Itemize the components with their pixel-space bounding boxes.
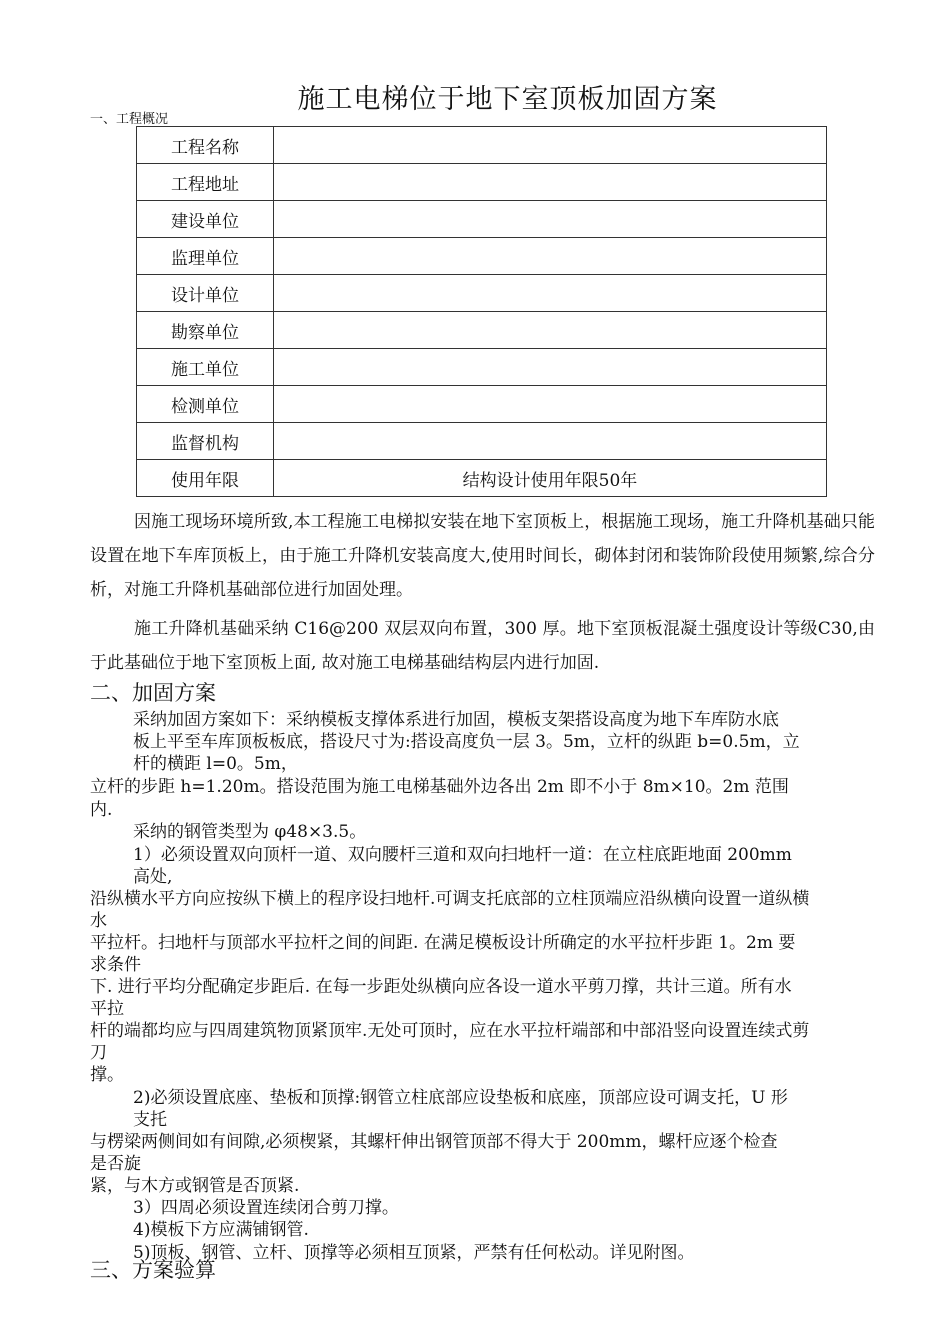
table-row [137, 460, 827, 497]
field-label: 勘察单位 [137, 312, 274, 349]
body-line: 下. 进行平均分配确定步距后. 在每一步距处纵横向应各设一道水平剪刀撑，共计三道。所有水 [90, 977, 792, 997]
field-label: 建设单位 [137, 201, 274, 238]
paragraph-foundation: 施工升降机基础采纳 C16@200 双层双向布置，300 厚。地下室顶板混凝土强度设计等级C30,由于此基础位于地下室顶板上面, 故对施工电梯基础结构层内进行加固. [90, 619, 875, 673]
table-row [137, 423, 827, 460]
table-row [137, 312, 827, 349]
body-line: 内. [90, 800, 113, 820]
body-line: 5)顶板、钢管、立杆、顶撑等必须相互顶紧，严禁有任何松动。详见附图。 [133, 1243, 695, 1263]
section-heading-verification: 三、方案验算 [90, 1258, 216, 1282]
field-value: 结构设计使用年限50年 [274, 460, 827, 497]
body-line: 水 [90, 911, 107, 931]
project-info-table [136, 126, 827, 497]
body-line: 2)必须设置底座、垫板和顶撑:钢管立柱底部应设垫板和底座，顶部应设可调支托，U 形 [133, 1088, 788, 1108]
field-label: 工程地址 [137, 164, 274, 201]
field-value [274, 127, 827, 164]
body-line: 支托 [133, 1110, 167, 1130]
section-heading-reinforcement: 二、加固方案 [90, 681, 216, 705]
field-value [274, 238, 827, 275]
field-value [274, 349, 827, 386]
body-line: 撑。 [90, 1065, 124, 1085]
field-label: 检测单位 [137, 386, 274, 423]
body-line: 高处, [133, 867, 173, 887]
table-row [137, 386, 827, 423]
field-value [274, 275, 827, 312]
body-line: 采纳加固方案如下：采纳模板支撑体系进行加固，模板支架搭设高度为地下车库防水底 [133, 710, 779, 730]
field-label: 工程名称 [137, 127, 274, 164]
body-line: 刀 [90, 1043, 107, 1063]
body-line: 采纳的钢管类型为 φ48×3.5。 [133, 822, 367, 842]
paragraph-background: 因施工现场环境所致,本工程施工电梯拟安装在地下室顶板上，根据施工现场，施工升降机基础只能设置在地下车库顶板上，由于施工升降机安装高度大,使用时间长，砌体封闭和装饰阶段使用频繁,综合分析，对施工升降机基础部位进行加固处理。 [90, 512, 875, 600]
field-value [274, 423, 827, 460]
body-line: 板上平至车库顶板板底，搭设尺寸为:搭设高度负一层 3。5m，立杆的纵距 b=0.5m，立 [133, 732, 800, 752]
table-row [137, 164, 827, 201]
field-label: 设计单位 [137, 275, 274, 312]
table-row [137, 201, 827, 238]
body-line: 与楞梁两侧间如有间隙,必须楔紧，其螺杆伸出钢管顶部不得大于 200mm，螺杆应逐个检查 [90, 1132, 778, 1152]
body-line: 平拉 [90, 999, 124, 1019]
body-line: 沿纵横水平方向应按纵下横上的程序设扫地杆.可调支托底部的立柱顶端应沿纵横向设置一道纵横 [90, 889, 810, 909]
section-heading-overview: 一、工程概况 [90, 112, 169, 127]
body-line: 1）必须设置双向顶杆一道、双向腰杆三道和双向扫地杆一道：在立柱底距地面 200mm [133, 845, 792, 865]
document-title: 施工电梯位于地下室顶板加固方案 [297, 84, 718, 115]
field-label: 监理单位 [137, 238, 274, 275]
body-line: 平拉杆。扫地杆与顶部水平拉杆之间的间距. 在满足模板设计所确定的水平拉杆步距 1。2m 要 [90, 933, 796, 953]
body-line: 杆的横距 l=0。5m， [133, 754, 298, 774]
table-row [137, 238, 827, 275]
table-row [137, 349, 827, 386]
field-label: 使用年限 [137, 460, 274, 497]
body-line: 3）四周必须设置连续闭合剪刀撑。 [133, 1198, 399, 1218]
body-line: 求条件 [90, 955, 141, 975]
body-line: 紧，与木方或钢管是否顶紧. [90, 1176, 300, 1196]
field-value [274, 201, 827, 238]
field-value [274, 386, 827, 423]
field-label: 施工单位 [137, 349, 274, 386]
body-line: 4)模板下方应满铺钢管. [133, 1220, 309, 1240]
table-row [137, 275, 827, 312]
body-line: 是否旋 [90, 1154, 141, 1174]
body-line: 立杆的步距 h=1.20m。搭设范围为施工电梯基础外边各出 2m 即不小于 8m×10。2m 范围 [90, 777, 789, 797]
table-row [137, 127, 827, 164]
field-label: 监督机构 [137, 423, 274, 460]
body-line: 杆的端都均应与四周建筑物顶紧顶牢.无处可顶时，应在水平拉杆端部和中部沿竖向设置连续式剪 [90, 1021, 810, 1041]
field-value [274, 312, 827, 349]
field-value [274, 164, 827, 201]
